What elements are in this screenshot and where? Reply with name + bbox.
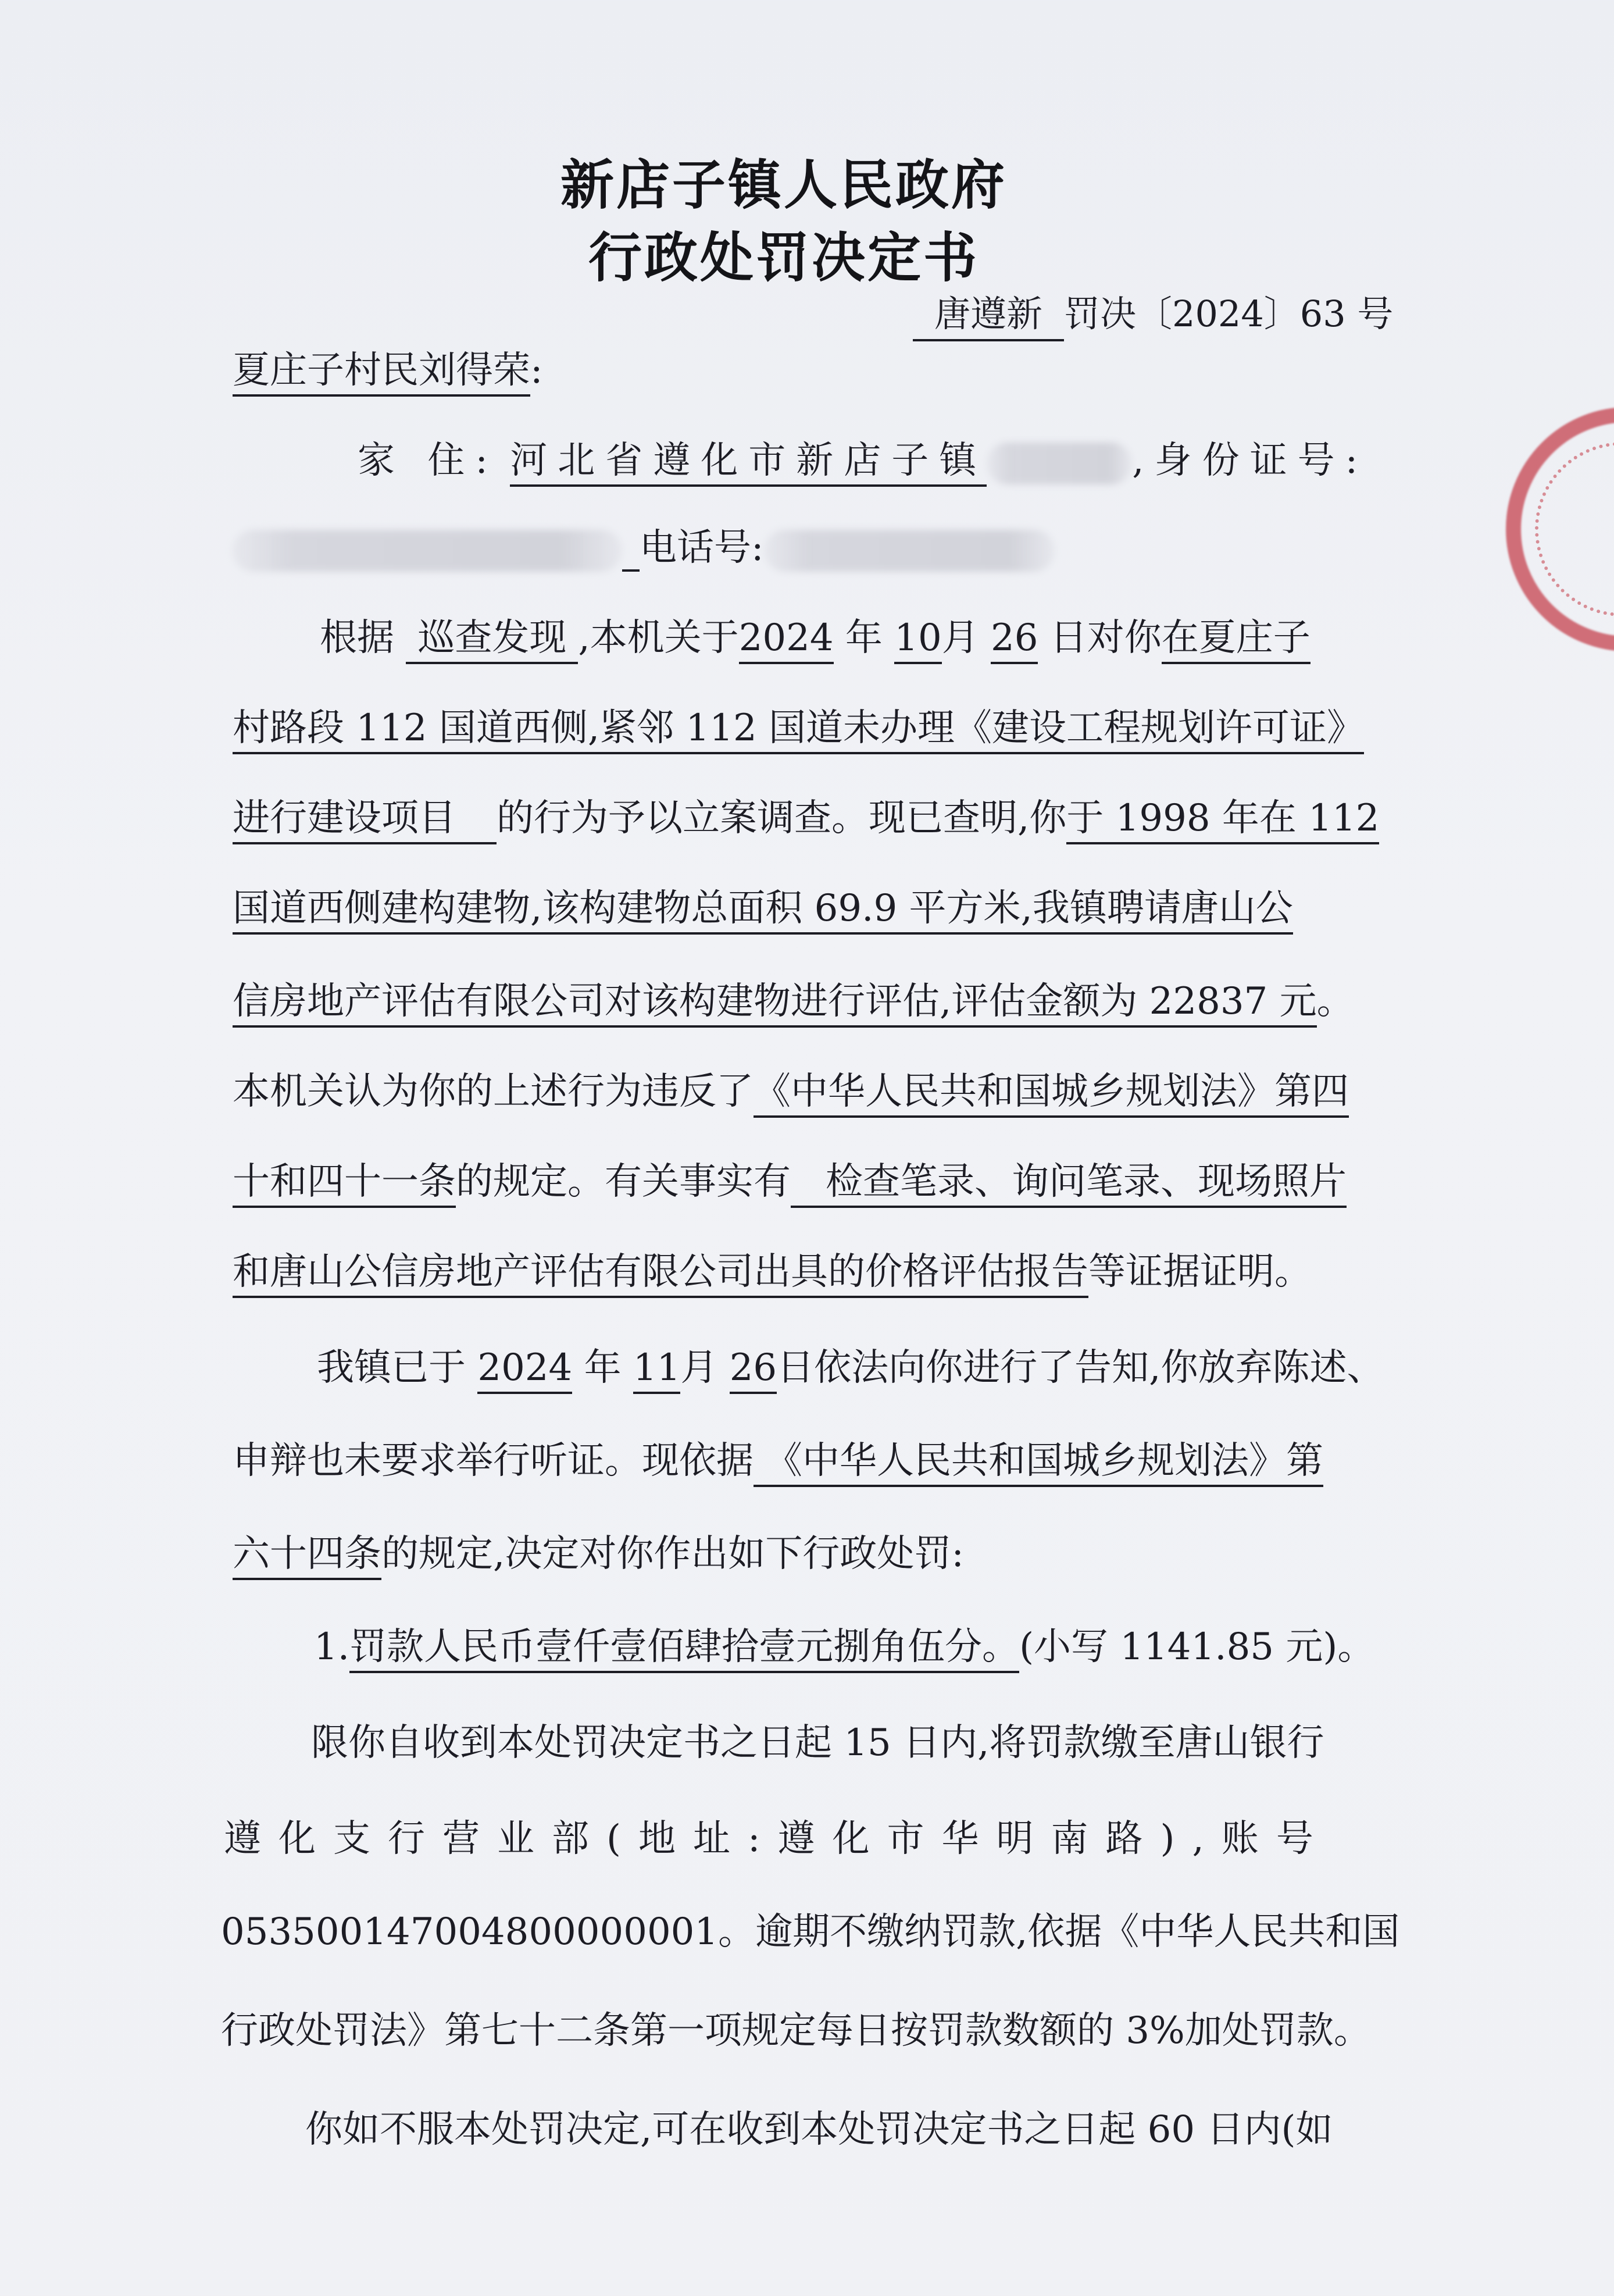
text: 的规定,决定对你作出如下行政处罚: <box>381 1532 964 1575</box>
payment-line2 <box>224 1817 1445 1860</box>
para1-line1 <box>320 616 1541 659</box>
text: 本机关认为你的上述行为违反了 <box>233 1070 754 1113</box>
text: 我镇已于 <box>317 1346 466 1389</box>
text: 日依法向你进行了告知,你放弃陈述、 <box>777 1346 1384 1389</box>
facts-continued: 国道西侧建构建物,该构建物总面积 69.9 平方米,我镇聘请唐山公 <box>233 887 1293 935</box>
violation-description: 村路段 112 国道西侧,紧邻 112 国道未办理《建设工程规划许可证》 <box>233 707 1364 754</box>
document-number-rest: 罚决〔2024〕63 号 <box>1064 293 1394 335</box>
document-number <box>913 285 1393 341</box>
fine-amount-words: 罚款人民币壹仟壹佰肆拾壹元捌角伍分。 <box>349 1625 1019 1673</box>
para1-line4 <box>233 887 1454 930</box>
phone-line <box>233 526 1454 572</box>
text: 年 <box>584 1346 622 1389</box>
text: 的行为予以立案调查。现已查明,你 <box>497 797 1067 840</box>
issuer-title: 新店子镇人民政府 <box>560 154 1007 216</box>
bank-address: 遵化支行营业部(地址:遵化市华明南路),账号 <box>224 1817 1331 1860</box>
redacted-phone <box>764 530 1055 572</box>
payment-line3 <box>221 1910 1442 1953</box>
notice-day: 26 <box>730 1346 777 1394</box>
case-year: 2024 <box>739 616 834 664</box>
violation-description-end: 进行建设项目 <box>233 797 497 844</box>
case-day: 26 <box>991 616 1038 664</box>
text: 。 <box>1316 980 1354 1023</box>
text: 根据 <box>320 616 394 659</box>
addressee-line <box>233 349 1454 392</box>
para2-line2 <box>233 1439 1454 1482</box>
text: 月 <box>941 616 979 659</box>
para1-line7 <box>233 1160 1454 1203</box>
violated-law: 《中华人民共和国城乡规划法》第四 <box>754 1070 1349 1118</box>
para1-line5 <box>233 980 1454 1023</box>
para1-line3 <box>233 797 1454 840</box>
id-label: ,身份证号: <box>1132 439 1369 482</box>
para2-line1 <box>317 1346 1538 1389</box>
text: 日对你 <box>1049 616 1162 659</box>
para1-line2 <box>233 707 1454 750</box>
appeal-line1 <box>305 2108 1526 2151</box>
evidence-list-continued: 和唐山公信房地产评估有限公司出具的价格评估报告 <box>233 1250 1088 1298</box>
appraisal-info: 信房地产评估有限公司对该构建物进行评估,评估金额为 22837 元 <box>233 980 1317 1028</box>
item-number: 1. <box>314 1625 350 1668</box>
text: 年 <box>845 616 883 659</box>
document-number-prefix: 唐遵新 <box>913 285 1064 341</box>
case-month: 10 <box>894 616 941 664</box>
account-number-line: 053500147004800000001。逾期不缴纳罚款,依据《中华人民共和国 <box>221 1910 1400 1953</box>
text: 月 <box>680 1346 718 1389</box>
para2-line3 <box>233 1532 1454 1575</box>
text: 等证据证明。 <box>1088 1250 1312 1293</box>
text: 的规定。有关事实有 <box>456 1160 791 1203</box>
text: 限你自收到本处罚决定书之日起 15 日内,将罚款缴至唐山银行 <box>311 1721 1324 1764</box>
evidence-list: 检查笔录、询问笔录、现场照片 <box>791 1160 1347 1208</box>
penalty-article: 六十四条 <box>233 1532 381 1580</box>
case-source: 巡查发现 <box>406 616 578 664</box>
residence-label: 家 住: <box>358 439 498 482</box>
payment-line1 <box>311 1721 1532 1764</box>
para1-line8 <box>233 1250 1454 1293</box>
residence-value: 河北省遵化市新店子镇 <box>510 439 987 487</box>
redacted-address <box>987 443 1132 484</box>
late-penalty-line: 行政处罚法》第七十二条第一项规定每日按罚款数额的 3%加处罚款。 <box>221 2009 1371 2052</box>
appeal-text: 你如不服本处罚决定,可在收到本处罚决定书之日起 60 日内(如 <box>305 2108 1333 2151</box>
penalty-law: 《中华人民共和国城乡规划法》第 <box>754 1439 1323 1487</box>
text: 申辩也未要求举行听证。现依据 <box>233 1439 754 1482</box>
violation-location: 在夏庄子 <box>1162 616 1311 664</box>
payment-line4 <box>221 2009 1442 2052</box>
notice-month: 11 <box>633 1346 680 1394</box>
addressee: 夏庄子村民刘得荣 <box>233 349 530 397</box>
fine-amount-figures: (小写 1141.85 元)。 <box>1019 1625 1375 1668</box>
notice-year: 2024 <box>477 1346 572 1394</box>
penalty-item <box>314 1625 1535 1668</box>
document-title: 行政处罚决定书 <box>588 227 979 289</box>
addressee-colon: : <box>530 349 543 392</box>
residence-line <box>358 439 1579 484</box>
phone-label: 电话号: <box>640 526 764 569</box>
facts: 于 1998 年在 112 <box>1066 797 1379 844</box>
text: ,本机关于 <box>578 616 739 659</box>
violated-articles: 十和四十一条 <box>233 1160 456 1208</box>
redacted-id-number <box>233 530 622 572</box>
para1-line6 <box>233 1070 1454 1113</box>
